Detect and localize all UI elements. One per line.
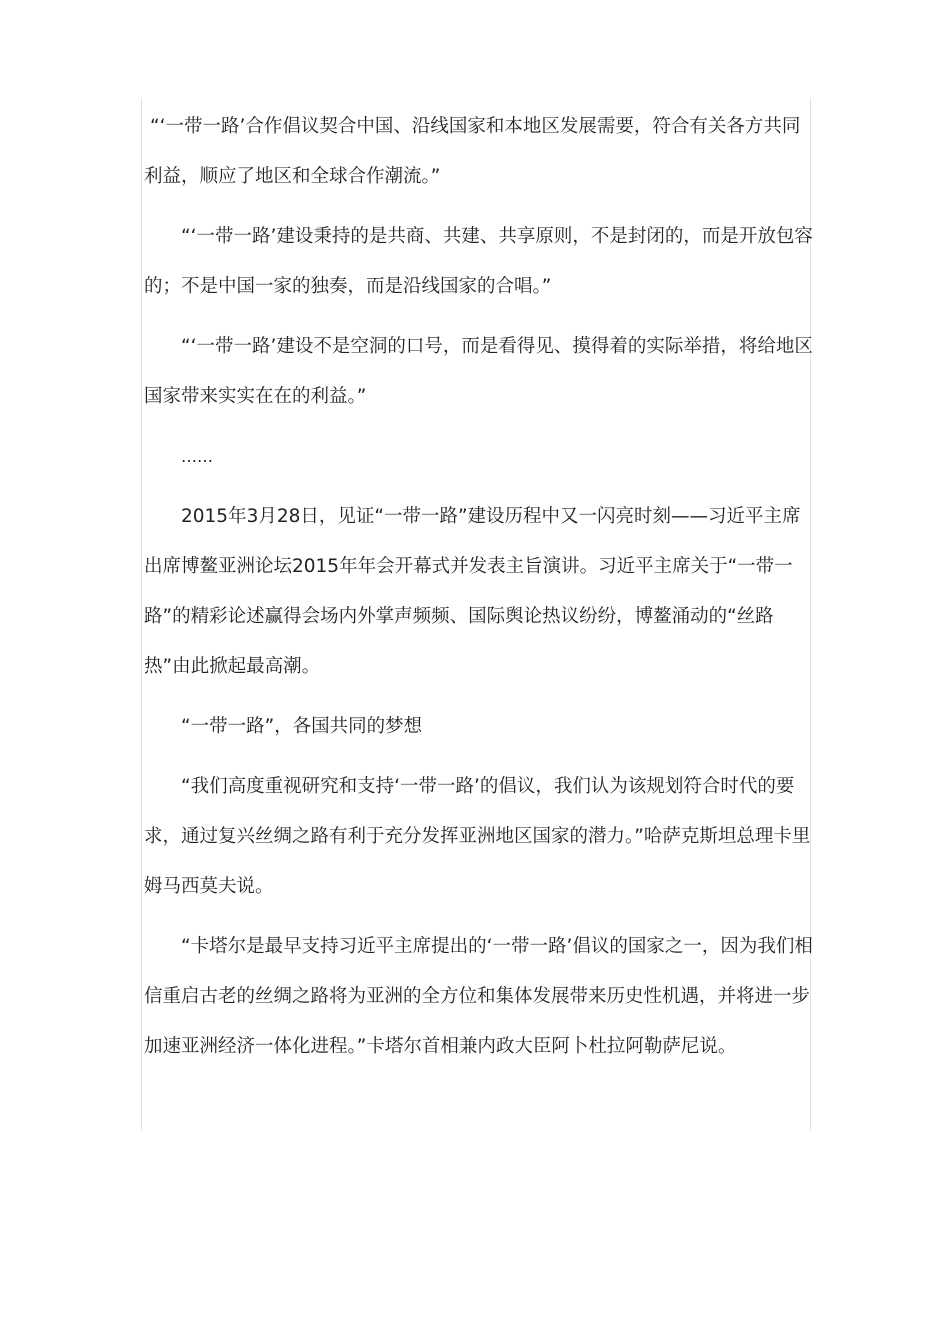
- paragraph-ellipsis: ……: [181, 447, 213, 466]
- paragraph-7: “我们高度重视研究和支持‘一带一路’的倡议，我们认为该规划符合时代的要求，通过复兴丝绸之路有利于充分发挥亚洲地区国家的潜力。”哈萨克斯坦总理卡里姆马西莫夫说。: [144, 776, 811, 897]
- document-body: [144, 102, 814, 1082]
- paragraph-2: “‘一带一路’建设秉持的是共商、共建、共享原则，不是封闭的，而是开放包容的；不是中国一家的独奏，而是沿线国家的合唱。”: [144, 226, 813, 297]
- paragraph-1: “‘一带一路’合作倡议契合中国、沿线国家和本地区发展需要，符合有关各方共同利益，顺应了地区和全球合作潮流。”: [144, 116, 801, 187]
- paragraph-8: “卡塔尔是最早支持习近平主席提出的‘一带一路’倡议的国家之一，因为我们相信重启古老的丝绸之路将为亚洲的全方位和集体发展带来历史性机遇，并将进一步加速亚洲经济一体化进程。”卡塔尔首相兼内政大臣阿卜杜拉阿勒萨尼说。: [144, 936, 813, 1057]
- section-heading: “一带一路”，各国共同的梦想: [181, 716, 423, 737]
- paragraph-5: 2015年3月28日，见证“一带一路”建设历程中又一闪亮时刻——习近平主席出席博鳌亚洲论坛2015年年会开幕式并发表主旨演讲。习近平主席关于“一带一路”的精彩论述赢得会场内外掌声频频、国际舆论热议纷纷，博鳌涌动的“丝路热”由此掀起最高潮。: [144, 506, 801, 677]
- paragraph-3: “‘一带一路’建设不是空洞的口号，而是看得见、摸得着的实际举措，将给地区国家带来实实在在的利益。”: [144, 336, 813, 407]
